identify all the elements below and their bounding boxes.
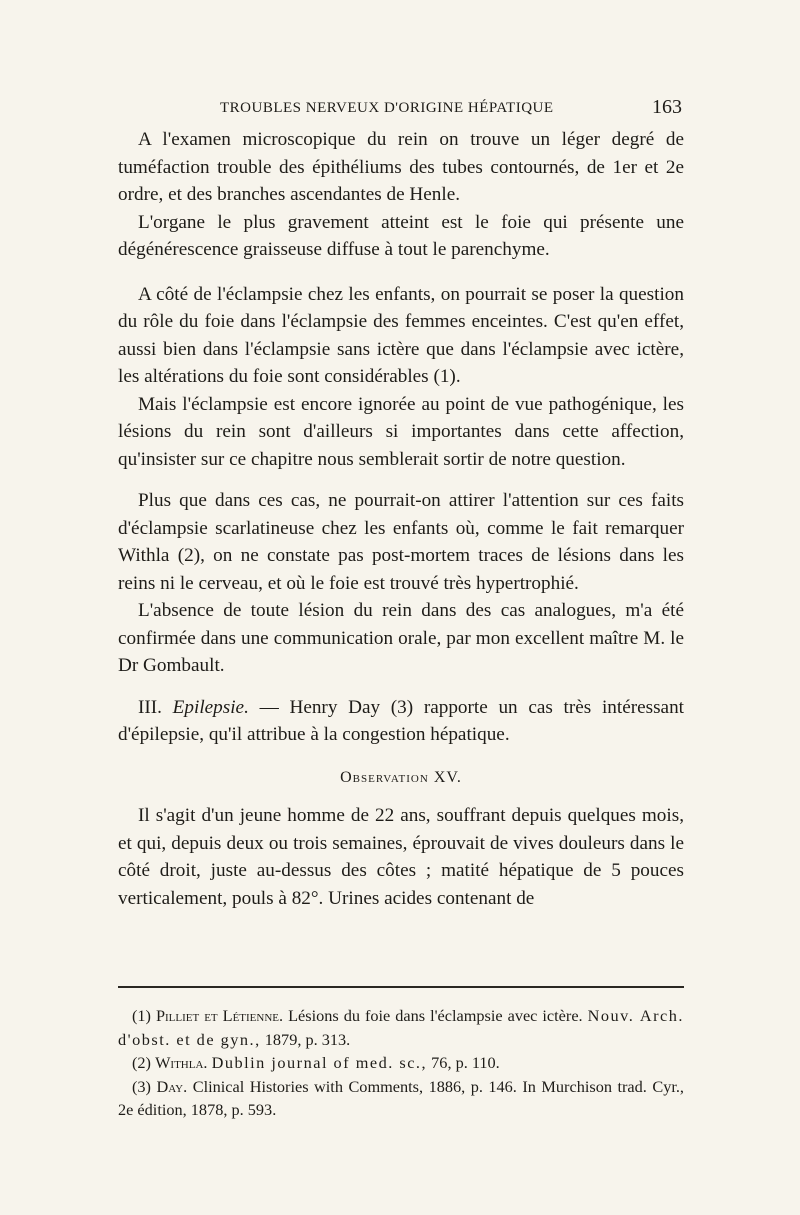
footnote-rule xyxy=(118,986,684,988)
footnote-2 xyxy=(118,1051,684,1075)
footnote-1 xyxy=(118,1004,684,1051)
paragraph: A côté de l'éclampsie chez les enfants, on pourrait se poser la question du rôle du foie dans l'éclampsie des femmes enceintes. C'est qu'en effet, aussi bien dans l'éclampsie sans ictère que dans l'éclampsie avec ictère, les altérations du foie sont considérables (1). xyxy=(118,283,684,387)
paragraph: Mais l'éclampsie est encore ignorée au point de vue pathogénique, les lésions du rein sont d'ailleurs si importantes dans cette affection, qu'insister sur ce chapitre nous semblerait sortir de notre question. xyxy=(118,393,684,470)
footnote-text: Clinical Histories with Comments, 1886, p. 146. In Murchison trad. Cyr., 2e édition, 1878, p. 593. xyxy=(118,1076,684,1119)
paragraph: L'organe le plus gravement atteint est le foie qui présente une dégénérescence graisseuse diffuse à tout le parenchyme. xyxy=(118,211,684,260)
footnote-reference: 76, p. 110. xyxy=(431,1053,500,1072)
paragraph: A l'examen microscopique du rein on trouve un léger degré de tuméfaction trouble des épithéliums des tubes contournés, de 1er et 2e ordre, et des branches ascendantes de Henle. xyxy=(118,129,684,205)
running-head: TROUBLES NERVEUX D'ORIGINE HÉPATIQUE xyxy=(220,100,554,116)
section-title: Epilepsie. xyxy=(172,696,249,718)
paragraph: Plus que dans ces cas, ne pourrait-on attirer l'attention sur ces faits d'éclampsie scarlatineuse chez les enfants où, comme le fait remarquer Withla (2), on ne constate pas post-mortem traces de lésions dans les reins ni le cerveau, et où le foie est trouvé très hypertrophié. xyxy=(118,490,684,594)
footnote-journal: Dublin journal of med. sc., xyxy=(211,1053,428,1072)
footnote-3 xyxy=(118,1075,684,1122)
body-text xyxy=(118,126,684,912)
section-number: III. xyxy=(138,696,162,718)
section-paragraph xyxy=(118,694,684,749)
footnote-text: Lésions du foie dans l'éclampsie avec ictère. xyxy=(288,1006,583,1025)
footnote-reference: 1879, p. 313. xyxy=(264,1029,351,1049)
section-text: — Henry Day (3) rapporte un cas très intéressant d'épilepsie, qu'il attribue à la congestion hépatique. xyxy=(118,696,684,745)
footnotes xyxy=(118,1004,684,1122)
footnote-author: Pilliet et Létienne. xyxy=(155,1006,284,1025)
paragraph: L'absence de toute lésion du rein dans des cas analogues, m'a été confirmée dans une communication orale, par mon excellent maître M. le Dr Gombault. xyxy=(118,600,684,676)
footnote-author: Day. xyxy=(156,1076,188,1096)
footnote-number: (3) xyxy=(132,1076,151,1096)
observation-text: Il s'agit d'un jeune homme de 22 ans, souffrant depuis quelques mois, et qui, depuis deux ou trois semaines, éprouvait de vives douleurs dans le côté droit, juste au-dessus des côtes ; matité hépatique de 5 pouces verticalement, pouls à 82°. Urines acides contenant de xyxy=(118,805,684,909)
page-number: 163 xyxy=(652,96,682,118)
page-header xyxy=(118,98,684,122)
footnote-number: (1) xyxy=(132,1006,151,1025)
footnote-number: (2) xyxy=(132,1053,151,1072)
observation-title: Observation XV. xyxy=(340,768,462,786)
footnote-author: Withla. xyxy=(155,1053,208,1072)
footnote-journal: Nouv. Arch. d'obst. et de gyn., xyxy=(118,1006,684,1049)
